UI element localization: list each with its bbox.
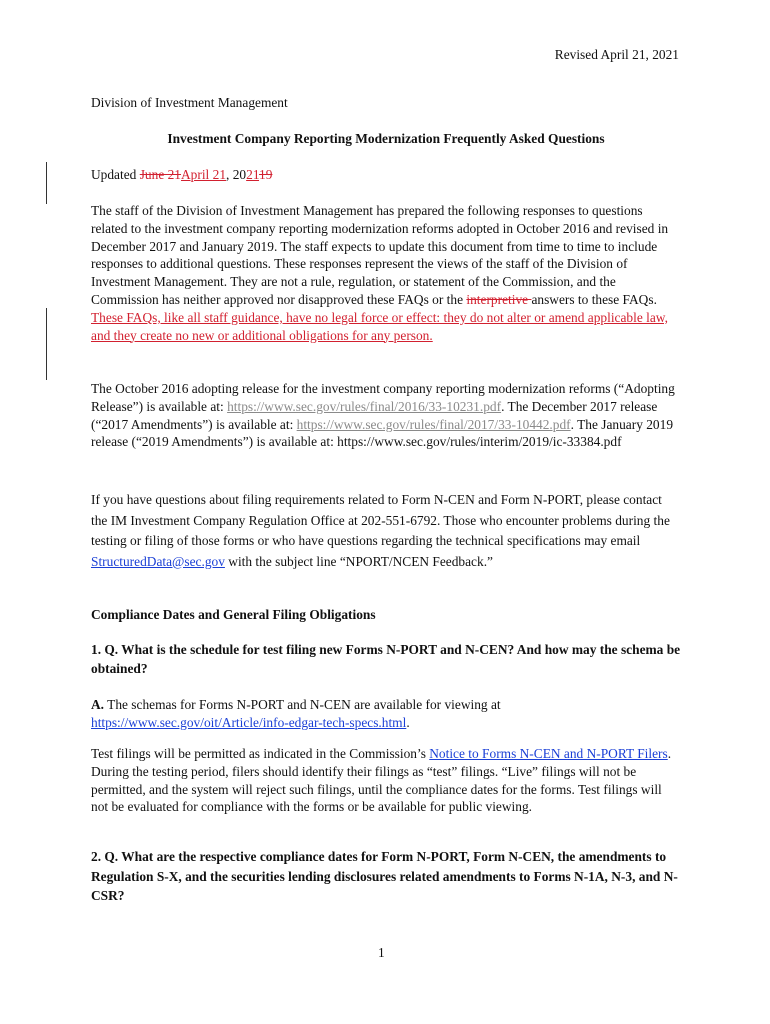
division-name: Division of Investment Management [91,95,288,110]
question-1: 1. Q. What is the schedule for test filing new Forms N-PORT and N-CEN? And how may the schema be obtained? [91,642,681,676]
inserted-year: 21 [246,167,260,182]
revised-date: Revised April 21, 2021 [554,47,679,62]
page-number: 1 [378,945,385,960]
contact-text-1: If you have questions about filing requirements related to Form N-CEN and Form N-PORT, please contact the IM Investment Company Regulation Office at 202-551-6792. Those who encounter problems during the testing or filing of those forms or who have questions regarding the technical specifications may email [91,492,670,548]
intro-paragraph [91,202,681,344]
edgar-tech-specs-link[interactable]: https://www.sec.gov/oit/Article/info-edgar-tech-specs.html [91,714,407,730]
intro-deleted: interpretive [466,291,532,307]
answer-1-p2-text-2: . During the testing period, filers should identify their filings as “test” filings. “Live” filings will not be permitted, and the system will reject such filings, until the compliance dates for the forms. Test filings will not be evaluated for compliance with the forms or be available for public viewing. [91,746,672,815]
updated-comma: , 20 [226,167,247,182]
question-2: 2. Q. What are the respective compliance dates for Form N-PORT, Form N-CEN, the amendments to Regulation S-X, and the securities lending disclosures related amendments to Forms N-1A, N-3, and N-CSR? [91,849,678,903]
section-heading: Compliance Dates and General Filing Obligations [91,607,376,622]
answer-1-paragraph-2 [91,745,681,816]
page-title: Investment Company Reporting Modernization Frequently Asked Questions [167,131,605,146]
intro-text: The staff of the Division of Investment Management has prepared the following responses to questions related to the investment company reporting modernization reforms adopted in October 2016 and revised in December 2017 and January 2019. The staff expects to update this document from time to time to include responses to additional questions. These responses represent the views of the staff of the Division of Investment Management. They are not a rule, regulation, or statement of the Commission, and the Commission has neither approved nor disapproved these FAQs or the [91,203,669,307]
updated-prefix: Updated [91,167,140,182]
change-bar [46,162,47,204]
answer-1-end: . [406,714,410,730]
deleted-date: June 21 [139,167,182,182]
structured-data-email-link[interactable]: StructuredData@sec.gov [91,553,225,569]
notice-to-filers-link[interactable]: Notice to Forms N-CEN and N-PORT Filers [429,746,668,761]
answer-label: A. [91,697,105,712]
intro-text-2: answers to these FAQs. [531,291,657,307]
release-text-3: . The January 2019 release (“2019 Amendments”) is available at: https://www.sec.gov/rules/interim/2019/ic-33384.pdf [91,416,674,450]
contact-paragraph [91,490,681,572]
release-text-1: The October 2016 adopting release for the investment company reporting modernization reforms (“Adopting Release”) is available at: [91,381,675,414]
inserted-date: April 21 [181,167,227,182]
change-bar [46,308,47,380]
deleted-year: 19 [259,167,273,182]
answer-1-text: The schemas for Forms N-PORT and N-CEN are available for viewing at [104,697,501,712]
amendments-2017-link[interactable]: https://www.sec.gov/rules/final/2017/33-10442.pdf [296,416,571,432]
adopting-release-link[interactable]: https://www.sec.gov/rules/final/2016/33-10231.pdf [227,398,502,414]
release-text-2: . The December 2017 release (“2017 Amendments”) is available at: [91,398,658,432]
contact-text-2: with the subject line “NPORT/NCEN Feedback.” [224,553,493,569]
answer-1-p2-text: Test filings will be permitted as indicated in the Commission’s [91,746,430,761]
updated-line [91,167,272,183]
answer-1-paragraph [91,696,681,732]
intro-inserted: These FAQs, like all staff guidance, have no legal force or effect: they do not alter or amend applicable law, and they create no new or additional obligations for any person. [91,309,668,343]
release-paragraph [91,380,681,451]
